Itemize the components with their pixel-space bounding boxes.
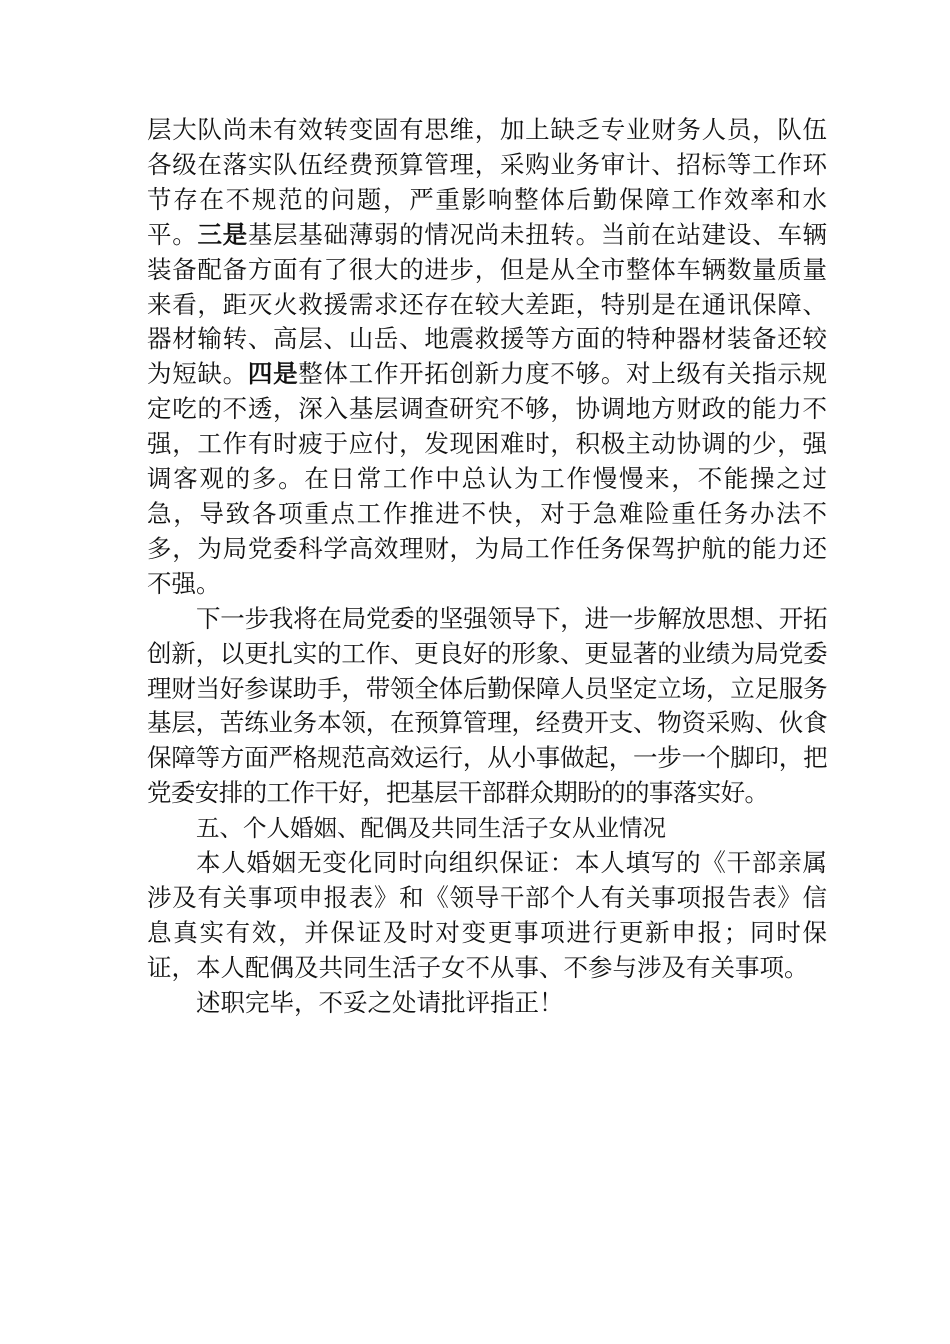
- shortcomings-text-2: 基层基础薄弱的情况尚未扭转。当前在站建设、车辆装备配备方面有了很大的进步，但是从全市整体车辆数量质量来看，距灭火救援需求还存在较大差距，特别是在通讯保障、器材输转、高层、山岳、地震救援等方面的特种器材装备还较为短缺。: [147, 219, 828, 389]
- paragraph-marriage-statement: 本人婚姻无变化同时向组织保证：本人填写的《干部亲属涉及有关事项申报表》和《领导干部个人有关事项报告表》信息真实有效，并保证及时对变更事项进行更新申报；同时保证，本人配偶及共同生活子女不从事、不参与涉及有关事项。: [147, 848, 827, 982]
- section-heading-five: 五、个人婚姻、配偶及共同生活子女从业情况: [196, 814, 666, 843]
- point-four-label: 四是: [247, 359, 299, 389]
- paragraph-shortcomings: [147, 113, 827, 602]
- shortcomings-text-1: 层大队尚未有效转变固有思维，加上缺乏专业财务人员，队伍各级在落实队伍经费预算管理，采购业务审计、招标等工作环节存在不规范的问题，严重影响整体后勤保障工作效率和水平。: [147, 115, 827, 249]
- shortcomings-text-3: 整体工作开拓创新力度不够。对上级有关指示规定吃的不透，深入基层调查研究不够，协调地方财政的能力不强，工作有时疲于应付，发现困难时，积极主动协调的少，强调客观的多。在日常工作中总认为工作慢慢来，不能操之过急，导致各项重点工作推进不快，对于急难险重任务办法不多，为局党委科学高效理财，为局工作任务保驾护航的能力还不强。: [147, 359, 828, 598]
- paragraph-next-steps: 下一步我将在局党委的坚强领导下，进一步解放思想、开拓创新，以更扎实的工作、更良好的形象、更显著的业绩为局党委理财当好参谋助手，带领全体后勤保障人员坚定立场，立足服务基层，苦练业务本领，在预算管理，经费开支、物资采购、伙食保障等方面严格规范高效运行，从小事做起，一步一个脚印，把党委安排的工作干好，把基层干部群众期盼的的事落实好。: [147, 603, 827, 808]
- point-three-label: 三是: [197, 219, 248, 249]
- closing-remark: 述职完毕，不妥之处请批评指正！: [196, 987, 564, 1017]
- document-body: [147, 113, 827, 1021]
